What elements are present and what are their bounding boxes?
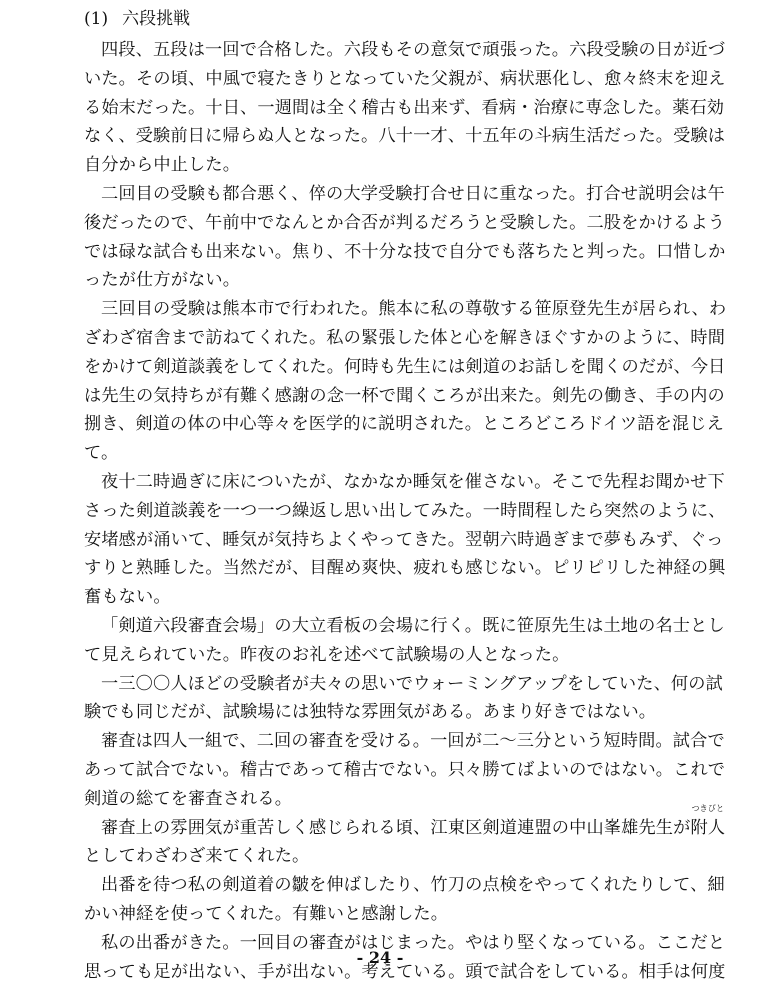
paragraph-line: あって試合でない。稽古であって稽古でない。只々勝てばよいのではない。これで (84, 756, 744, 785)
paragraph-line: 審査は四人一組で、二回の審査を受ける。一回が二〜三分という短時間。試合で (84, 727, 744, 756)
paragraph-line: では碌な試合も出来ない。焦り、不十分な技で自分でも落ちたと判った。口惜しか (84, 238, 744, 267)
paragraph-line: としてわざわざ来てくれた。 (84, 842, 744, 871)
paragraph-line: る始末だった。十日、一週間は全く稽古も出来ず、看病・治療に専念した。薬石効 (84, 94, 744, 123)
paragraph-line: 四段、五段は一回で合格した。六段もその意気で頑張った。六段受験の日が近づ (84, 36, 744, 65)
paragraph-line: て。 (84, 439, 744, 468)
paragraph-line: 験でも同じだが、試験場には独特な雰囲気がある。あまり好きではない。 (84, 698, 744, 727)
line-text: 審査上の雰囲気が重苦しく感じられる頃、江東区剣道連盟の中山峯雄先生が (101, 818, 690, 838)
paragraph-line: 出番を待つ私の剣道着の皺を伸ばしたり、竹刀の点検をやってくれたりして、細 (84, 871, 744, 900)
paragraph-line: 捌き、剣道の体の中心等々を医学的に説明された。ところどころドイツ語を混じえ (84, 410, 744, 439)
paragraph-line: ざわざ宿舎まで訪ねてくれた。私の緊張した体と心を解きほぐすかのように、時間 (84, 324, 744, 353)
paragraph-line: 夜十二時過ぎに床についたが、なかなか睡気を催さない。そこで先程お聞かせ下 (84, 468, 744, 497)
paragraph-line: 三回目の受験は熊本市で行われた。熊本に私の尊敬する笹原登先生が居られ、わ (84, 295, 744, 324)
paragraph-line: 二回目の受験も都合悪く、倅の大学受験打合せ日に重なった。打合せ説明会は午 (84, 180, 744, 209)
section-title: 六段挑戦 (122, 9, 190, 29)
paragraph-line: さった剣道談義を一つ一つ繰返し思い出してみた。一時間程したら突然のように、 (84, 497, 744, 526)
paragraph-line: 一三〇〇人ほどの受験者が夫々の思いでウォーミングアップをしていた、何の試 (84, 670, 744, 699)
paragraph-line: かい神経を使ってくれた。有難いと感謝した。 (84, 900, 744, 929)
paragraph-line: 自分から中止した。 (84, 151, 744, 180)
page-number: - 24 - (0, 948, 760, 968)
paragraph-line: 私の出番がきた。一回目の審査がはじまった。やはり堅くなっている。ここだと (84, 929, 744, 958)
section-heading (84, 6, 190, 32)
paragraph-line: ったが仕方がない。 (84, 266, 744, 295)
paragraph-line: すりと熟睡した。当然だが、目醒め爽快、疲れも感じない。ピリピリした神経の興 (84, 554, 744, 583)
paragraph-line: 剣道の総てを審査される。 (84, 785, 744, 814)
ruby-reading: つきびと (692, 805, 725, 813)
section-number: (1) (84, 9, 108, 29)
paragraph-line: いた。その頃、中風で寝たきりとなっていた父親が、病状悪化し、愈々終末を迎え (84, 65, 744, 94)
ruby-base: 附人 (690, 818, 725, 838)
paragraph-line: 「剣道六段審査会場」の大立看板の会場に行く。既に笹原先生は土地の名士とし (84, 612, 744, 641)
paragraph-line: は先生の気持ちが有難く感謝の念一杯で聞くころが出来た。剣先の働き、手の内の (84, 382, 744, 411)
paragraph-line-with-ruby (84, 814, 744, 843)
paragraph-line: 奮もない。 (84, 583, 744, 612)
paragraph-line: なく、受験前日に帰らぬ人となった。八十一才、十五年の斗病生活だった。受験は (84, 122, 744, 151)
body-text (84, 36, 744, 986)
ruby-annotated-word (690, 814, 725, 843)
paragraph-line: 後だったので、午前中でなんとか合否が判るだろうと受験した。二股をかけるよう (84, 209, 744, 238)
paragraph-line: 安堵感が涌いて、睡気が気持ちよくやってきた。翌朝六時過ぎまで夢もみず、ぐっ (84, 526, 744, 555)
paragraph-line: て見えられていた。昨夜のお礼を述べて試験場の人となった。 (84, 641, 744, 670)
paragraph-line: 思っても足が出ない、手が出ない。考えている。頭で試合をしている。相手は何度 (84, 958, 744, 986)
paragraph-line: をかけて剣道談義をしてくれた。何時も先生には剣道のお話しを聞くのだが、今日 (84, 353, 744, 382)
